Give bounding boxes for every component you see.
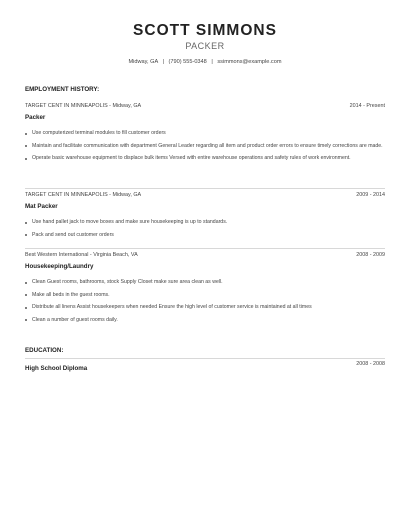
bullet-icon (25, 234, 27, 236)
job-title: Housekeeping/Laundry (25, 263, 94, 270)
job-bullets (25, 219, 385, 244)
contact-phone: (790) 555-0348 (168, 59, 207, 65)
contact-location: Midway, GA (128, 59, 158, 65)
education-dates: 2008 - 2008 (356, 361, 385, 367)
job-title: Packer (25, 114, 46, 121)
job-employer: TARGET CENT IN MINNEAPOLIS - Midway, GA (25, 192, 142, 198)
list-item (25, 155, 385, 163)
job-employer: Best Western International - Virginia Beach, VA (25, 252, 138, 258)
bullet-text: Use computerized terminal modules to fill customer orders (32, 130, 166, 136)
bullet-icon (25, 282, 27, 284)
education-degree: High School Diploma (25, 365, 88, 372)
job-dates: 2014 - Present (349, 103, 385, 109)
list-item (25, 143, 385, 151)
divider (25, 188, 385, 189)
bullet-icon (25, 319, 27, 321)
bullet-text: Maintain and facilitate communication with department General Leader regarding all item and product order errors to ensure timely corrections are made. (32, 142, 383, 149)
list-item (25, 317, 385, 325)
list-item (25, 292, 385, 300)
candidate-title: PACKER (185, 41, 225, 51)
list-item (25, 130, 385, 138)
divider (25, 248, 385, 249)
bullet-icon (25, 222, 27, 224)
job-bullets (25, 279, 385, 329)
bullet-text: Pack and send out customer orders (32, 231, 114, 238)
list-item (25, 279, 385, 287)
education-heading: EDUCATION: (25, 347, 64, 354)
job-dates: 2008 - 2009 (356, 252, 385, 258)
contact-email[interactable]: ssimmons@example.com (217, 59, 282, 65)
contact-separator: | (162, 59, 164, 65)
bullet-text: Clean a number of guest rooms daily. (32, 316, 118, 323)
list-item (25, 219, 385, 227)
bullet-icon (25, 158, 27, 160)
bullet-icon (25, 145, 27, 147)
bullet-icon (25, 294, 27, 296)
bullet-icon (25, 133, 27, 135)
bullet-text: Operate basic warehouse equipment to displace bulk items Versed with entire warehouse operations and safety rules of work environment. (32, 155, 351, 162)
employment-heading: EMPLOYMENT HISTORY: (25, 86, 100, 93)
job-bullets (25, 130, 385, 168)
candidate-name: SCOTT SIMMONS (133, 22, 277, 39)
bullet-text: Use hand pallet jack to move boxes and make sure housekeeping is up to standards. (32, 219, 228, 225)
contact-separator: | (211, 59, 213, 65)
job-employer: TARGET CENT IN MINNEAPOLIS - Midway, GA (25, 103, 142, 109)
bullet-text: Distribute all linens Assist housekeepers when needed Ensure the high level of customer service is maintained at all times (32, 304, 312, 311)
list-item (25, 304, 385, 312)
divider (25, 358, 385, 359)
list-item (25, 232, 385, 240)
bullet-text: Make all beds in the guest rooms. (32, 291, 110, 298)
contact-line (0, 59, 410, 65)
bullet-text: Clean Guest rooms, bathrooms, stock Supply Closet make sure area clean as well. (32, 279, 223, 285)
job-dates: 2009 - 2014 (356, 192, 385, 198)
bullet-icon (25, 307, 27, 309)
job-title: Mat Packer (25, 203, 58, 210)
